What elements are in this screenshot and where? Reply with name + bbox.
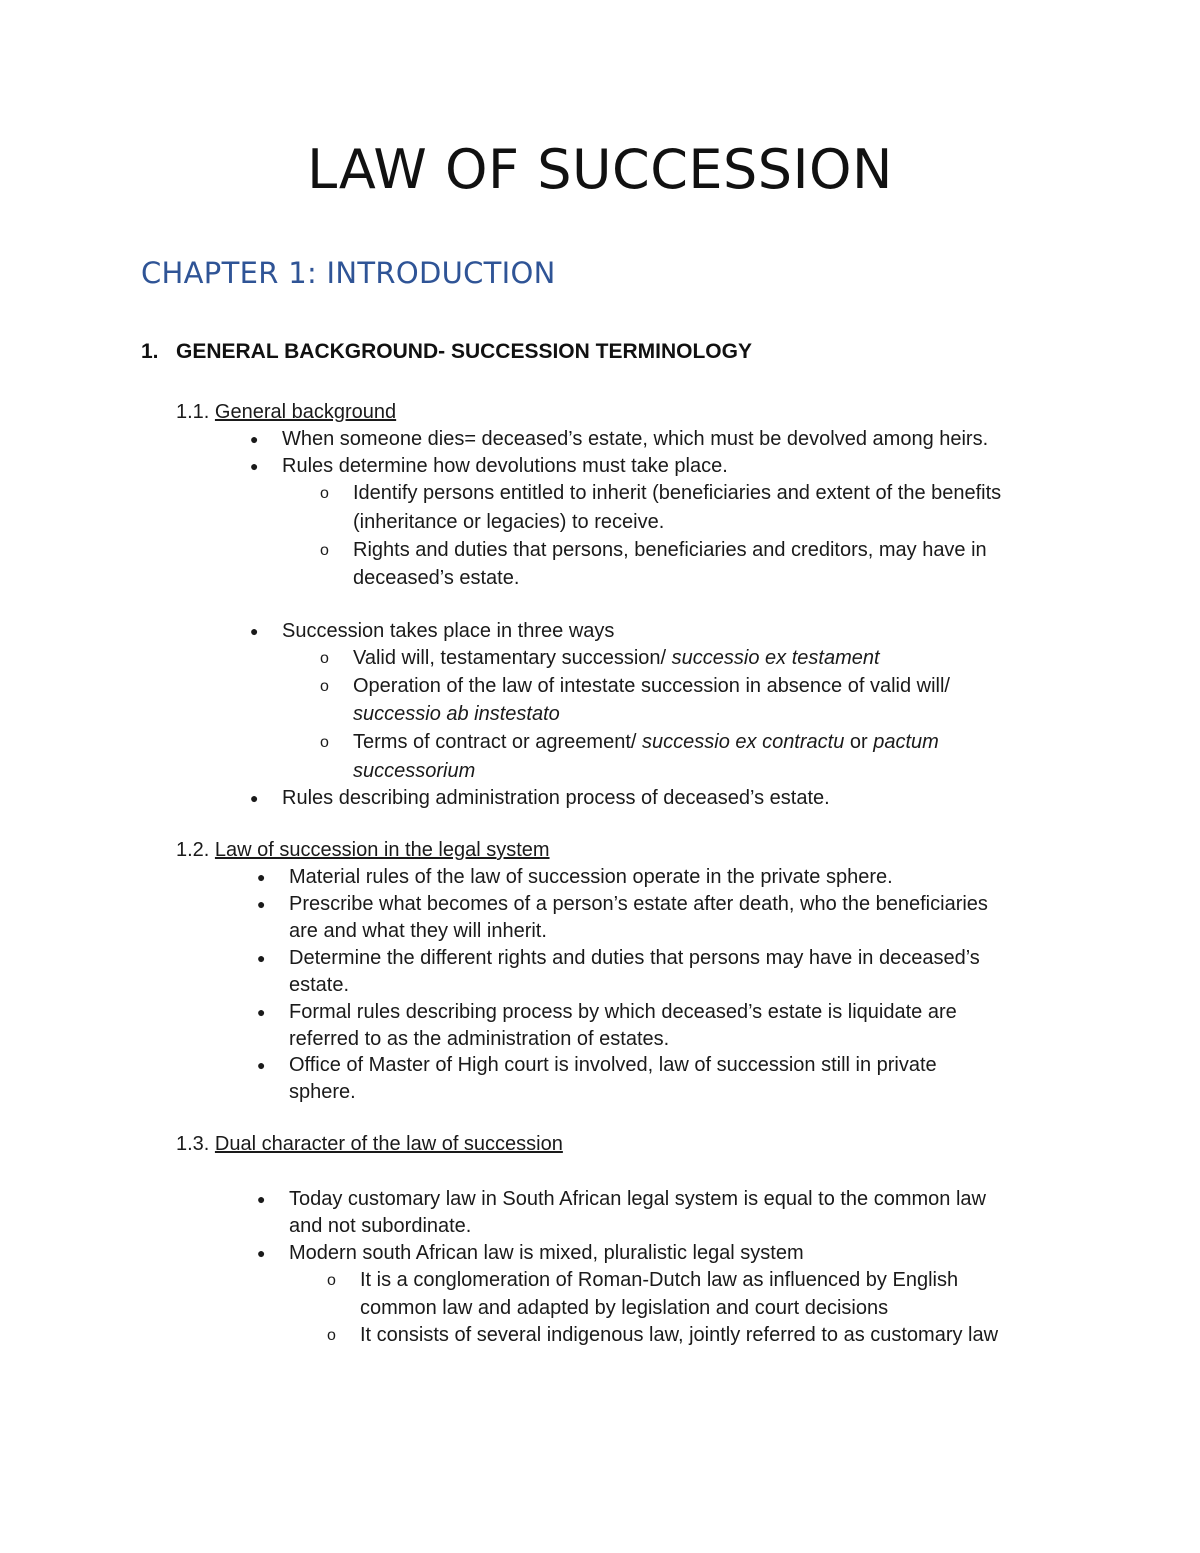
subsection-heading-1-2: [176, 839, 550, 862]
subsection-label: General background: [214, 401, 397, 423]
bullet-icon: ●: [257, 1057, 266, 1073]
list-item: Today customary law in South African legal system is equal to the common law: [289, 1188, 986, 1210]
list-item: When someone dies= deceased’s estate, which must be devolved among heirs.: [282, 428, 989, 450]
bullet-icon: ●: [257, 1191, 266, 1207]
list-item: Determine the different rights and duties that persons may have in deceased’s: [289, 947, 980, 969]
list-item: Modern south African law is mixed, pluralistic legal system: [289, 1242, 804, 1264]
subsection-label: Dual character of the law of succession: [214, 1133, 563, 1155]
list-item: Prescribe what becomes of a person’s estate after death, who the beneficiaries: [289, 893, 988, 915]
list-item-cont: estate.: [289, 974, 350, 996]
sub-list-item: It is a conglomeration of Roman-Dutch law as influenced by English: [360, 1269, 959, 1291]
list-item-cont: sphere.: [289, 1081, 356, 1103]
sub-list-item-cont: successorium: [353, 760, 476, 782]
subsection-number: 1.1.: [176, 401, 210, 423]
bullet-icon: ●: [257, 950, 266, 966]
sub-list-item-cont: successio ab instestato: [353, 703, 560, 725]
section-title: GENERAL BACKGROUND- SUCCESSION TERMINOLOGY: [176, 340, 752, 363]
sub-list-item: Terms of contract or agreement/ successio ex contractu or pactum: [353, 731, 939, 753]
bullet-icon: ●: [257, 1245, 266, 1261]
bullet-icon: ●: [257, 869, 266, 885]
sub-list-item: Operation of the law of intestate succession in absence of valid will/: [353, 675, 950, 697]
list-item-cont: and not subordinate.: [289, 1215, 472, 1237]
sub-list-item-cont: deceased’s estate.: [353, 567, 520, 589]
section-number: 1.: [141, 340, 159, 363]
subsection-label: Law of succession in the legal system: [214, 839, 550, 861]
list-item: Material rules of the law of succession operate in the private sphere.: [289, 866, 893, 888]
circle-bullet-icon: o: [320, 678, 329, 695]
list-item-cont: are and what they will inherit.: [289, 920, 547, 942]
circle-bullet-icon: o: [320, 485, 329, 502]
list-item: Succession takes place in three ways: [282, 620, 615, 642]
sub-list-item: Rights and duties that persons, beneficiaries and creditors, may have in: [353, 539, 987, 561]
bullet-icon: ●: [257, 896, 266, 912]
circle-bullet-icon: o: [320, 650, 329, 667]
bullet-icon: ●: [257, 1004, 266, 1020]
list-item: Rules describing administration process of deceased’s estate.: [282, 787, 830, 809]
sub-list-item-cont: common law and adapted by legislation and court decisions: [360, 1297, 889, 1319]
sub-list-item: Valid will, testamentary succession/ successio ex testament: [353, 647, 880, 669]
subsection-heading-1-3: [176, 1133, 563, 1156]
circle-bullet-icon: o: [320, 542, 329, 559]
sub-list-item: It consists of several indigenous law, jointly referred to as customary law: [360, 1324, 999, 1346]
bullet-icon: ●: [250, 623, 259, 639]
subsection-heading-1-1: [176, 401, 396, 424]
document-title: LAW OF SUCCESSION: [307, 138, 893, 201]
section-heading: [141, 340, 752, 364]
bullet-icon: ●: [250, 790, 259, 806]
subsection-number: 1.2.: [176, 839, 210, 861]
sub-list-item: Identify persons entitled to inherit (beneficiaries and extent of the benefits: [353, 482, 1002, 504]
list-item: Office of Master of High court is involved, law of succession still in private: [289, 1054, 937, 1076]
list-item-cont: referred to as the administration of estates.: [289, 1028, 670, 1050]
circle-bullet-icon: o: [320, 734, 329, 751]
subsection-number: 1.3.: [176, 1133, 210, 1155]
chapter-heading: CHAPTER 1: INTRODUCTION: [141, 256, 556, 290]
circle-bullet-icon: o: [327, 1272, 336, 1289]
list-item: Formal rules describing process by which deceased’s estate is liquidate are: [289, 1001, 957, 1023]
bullet-icon: ●: [250, 431, 259, 447]
sub-list-item-cont: (inheritance or legacies) to receive.: [353, 511, 665, 533]
list-item: Rules determine how devolutions must take place.: [282, 455, 728, 477]
circle-bullet-icon: o: [327, 1327, 336, 1344]
bullet-icon: ●: [250, 458, 259, 474]
